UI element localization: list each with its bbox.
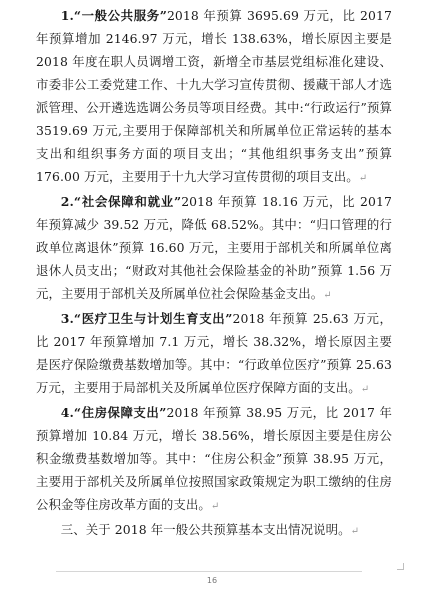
- paragraph-text: 2018 年预算 3695.69 万元，比 2017 年预算增加 2146.97 万元，增长 138.63%，增长原因主要是 2018 年度在职人员调增工资，新增全市基层党组标准化建设、市委非公工委党建工作、十九大学习宣传贯彻、援藏干部人才选派管理、公开遴选选调公务员等项目经费。其中:“行政运行”预算 3519.69 万元,主要用于保障部机关和所属单位正常运转的基本支出和组织事务方面的项目支出；“其他组织事务支出”预算 176.00 万元，主要用于十九大学习宣传贯彻的项目支出。: [36, 8, 392, 184]
- paragraph-text: 2018 年预算 18.16 万元，比 2017 年预算减少 39.52 万元，降低 68.52%。其中：“归口管理的行政单位离退休”预算 16.60 万元，主要用于部机关和所属单位离退休人员支出；“财政对其他社会保险基金的补助”预算 1.56 万元，主要用于部机关及所属单位社会保险基金支出。: [36, 194, 392, 301]
- paragraph-mark: ↵: [210, 501, 220, 512]
- paragraph-mark: ↵: [360, 384, 370, 395]
- paragraph-health-family-planning: [36, 307, 392, 401]
- section-heading-text: 三、关于 2018 年一般公共预算基本支出情况说明。: [60, 522, 351, 537]
- paragraph-heading: 1.“一般公共服务”: [60, 8, 167, 23]
- paragraph-text: 2018 年预算 25.63 万元，比 2017 年预算增加 7.1 万元，增长 38.32%，增长原因主要是医疗保险缴费基数增加等。其中：“行政单位医疗”预算 25.63 万元，主要用于局部机关及所属单位医疗保障方面的支出。: [36, 311, 392, 395]
- paragraph-housing-security: [36, 401, 392, 518]
- footer-rule: [56, 571, 362, 572]
- paragraph-mark: ↵: [323, 290, 332, 301]
- paragraph-heading: 4.“住房保障支出”: [60, 405, 167, 420]
- section-heading: [36, 518, 392, 543]
- paragraph-mark: ↵: [358, 173, 368, 184]
- paragraph-general-public-services: [36, 4, 392, 190]
- paragraph-text: 2018 年预算 38.95 万元，比 2017 年预算增加 10.84 万元，增长 38.56%，增长原因主要是住房公积金缴费基数增加等。其中：“住房公积金”预算 38.95 万元，主要用于部机关及所属单位按照国家政策规定为职工缴纳的住房公积金等住房改革方面的支出。: [36, 405, 392, 512]
- paragraph-heading: 3.“医疗卫生与计划生育支出”: [60, 311, 233, 326]
- margin-corner-mark: [397, 563, 404, 570]
- paragraph-mark: ↵: [350, 526, 360, 537]
- page-number: 16: [206, 576, 218, 585]
- paragraph-social-security: [36, 190, 392, 307]
- document-body: [36, 4, 392, 543]
- paragraph-heading: 2.“社会保障和就业”: [60, 194, 182, 209]
